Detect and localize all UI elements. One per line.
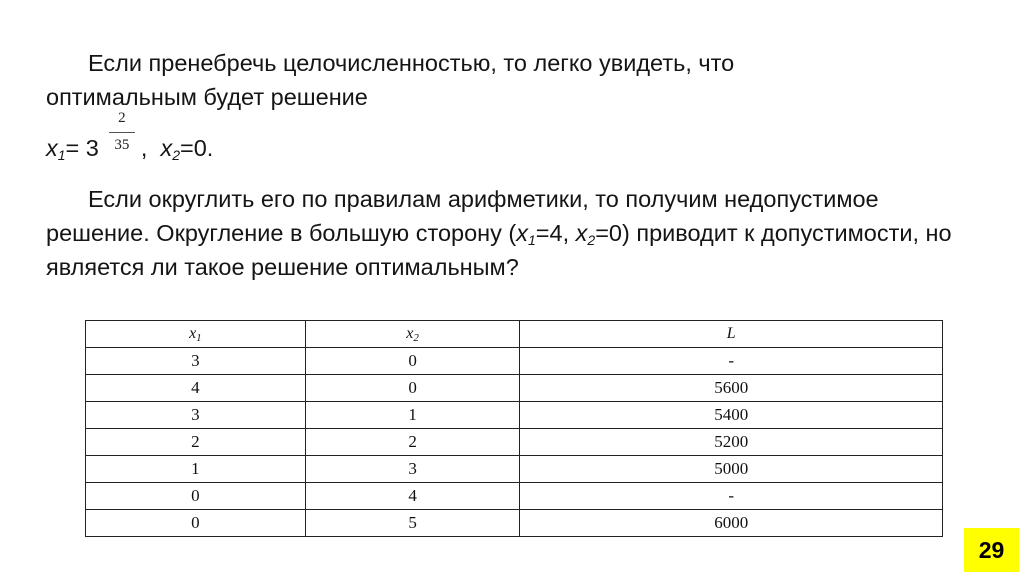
table-row bbox=[86, 456, 943, 483]
p2-x2-equals: =0) bbox=[595, 220, 630, 246]
cell-x1: 3 bbox=[86, 402, 306, 429]
fraction-bar bbox=[109, 132, 135, 133]
solutions-table bbox=[85, 320, 943, 537]
table-row bbox=[86, 429, 943, 456]
cell-l: 6000 bbox=[520, 510, 943, 537]
p2-x2-variable: x bbox=[575, 220, 588, 246]
cell-l: - bbox=[520, 348, 943, 375]
paragraph-rounding-text-a: Если округлить его по правилам арифметики, то получим недопустимое решение. Округление в большую сторону ( bbox=[46, 186, 879, 246]
paragraph-intro-line2: оптимальным будет решение bbox=[46, 84, 368, 110]
paragraph-rounding bbox=[46, 182, 966, 284]
header-x2-sub: 2 bbox=[413, 332, 419, 344]
cell-x2: 2 bbox=[305, 429, 520, 456]
header-l bbox=[520, 321, 943, 348]
cell-x2: 5 bbox=[305, 510, 520, 537]
x1-subscript: 1 bbox=[57, 147, 66, 163]
cell-l: 5600 bbox=[520, 375, 943, 402]
x2-subscript: 2 bbox=[172, 147, 181, 163]
cell-l: 5000 bbox=[520, 456, 943, 483]
table-row bbox=[86, 510, 943, 537]
x2-variable: x bbox=[160, 135, 173, 161]
cell-x1: 1 bbox=[86, 456, 306, 483]
x2-equals: =0. bbox=[180, 135, 214, 161]
paragraph-rounding-text-b: приводит к допустимости, но является ли такое решение оптимальным? bbox=[46, 220, 952, 280]
cell-x2: 1 bbox=[305, 402, 520, 429]
x1-equals: = 3 bbox=[65, 135, 99, 161]
header-x1 bbox=[86, 321, 306, 348]
cell-x1: 0 bbox=[86, 483, 306, 510]
cell-l: 5200 bbox=[520, 429, 943, 456]
fraction bbox=[107, 112, 137, 156]
header-x1-var: x bbox=[189, 325, 197, 342]
optimal-solution-formula bbox=[46, 112, 213, 172]
paragraph-intro-line1: Если пренебречь целочисленностью, то легко увидеть, что bbox=[88, 50, 735, 76]
p2-x1-subscript: 1 bbox=[527, 232, 536, 248]
fraction-denominator: 35 bbox=[114, 137, 130, 153]
cell-x2: 4 bbox=[305, 483, 520, 510]
cell-x2: 0 bbox=[305, 375, 520, 402]
p2-x2-subscript: 2 bbox=[587, 232, 596, 248]
x1-variable: x bbox=[46, 135, 58, 161]
page-number-badge: 29 bbox=[964, 528, 1019, 572]
cell-l: - bbox=[520, 483, 943, 510]
table-row bbox=[86, 483, 943, 510]
cell-x1: 3 bbox=[86, 348, 306, 375]
header-x1-sub: 1 bbox=[196, 332, 202, 344]
cell-l: 5400 bbox=[520, 402, 943, 429]
formula-separator: , bbox=[140, 135, 148, 161]
paragraph-intro bbox=[46, 46, 966, 114]
cell-x2: 3 bbox=[305, 456, 520, 483]
table-row bbox=[86, 375, 943, 402]
fraction-numerator: 2 bbox=[118, 110, 126, 126]
p2-x1-variable: x bbox=[516, 220, 528, 246]
cell-x2: 0 bbox=[305, 348, 520, 375]
cell-x1: 4 bbox=[86, 375, 306, 402]
table-header-row bbox=[86, 321, 943, 348]
table-row bbox=[86, 348, 943, 375]
header-l-var: L bbox=[726, 325, 736, 342]
header-x2 bbox=[305, 321, 520, 348]
header-x2-var: x bbox=[406, 325, 414, 342]
p2-x1-equals: =4, bbox=[535, 220, 576, 246]
cell-x1: 2 bbox=[86, 429, 306, 456]
table-row bbox=[86, 402, 943, 429]
cell-x1: 0 bbox=[86, 510, 306, 537]
